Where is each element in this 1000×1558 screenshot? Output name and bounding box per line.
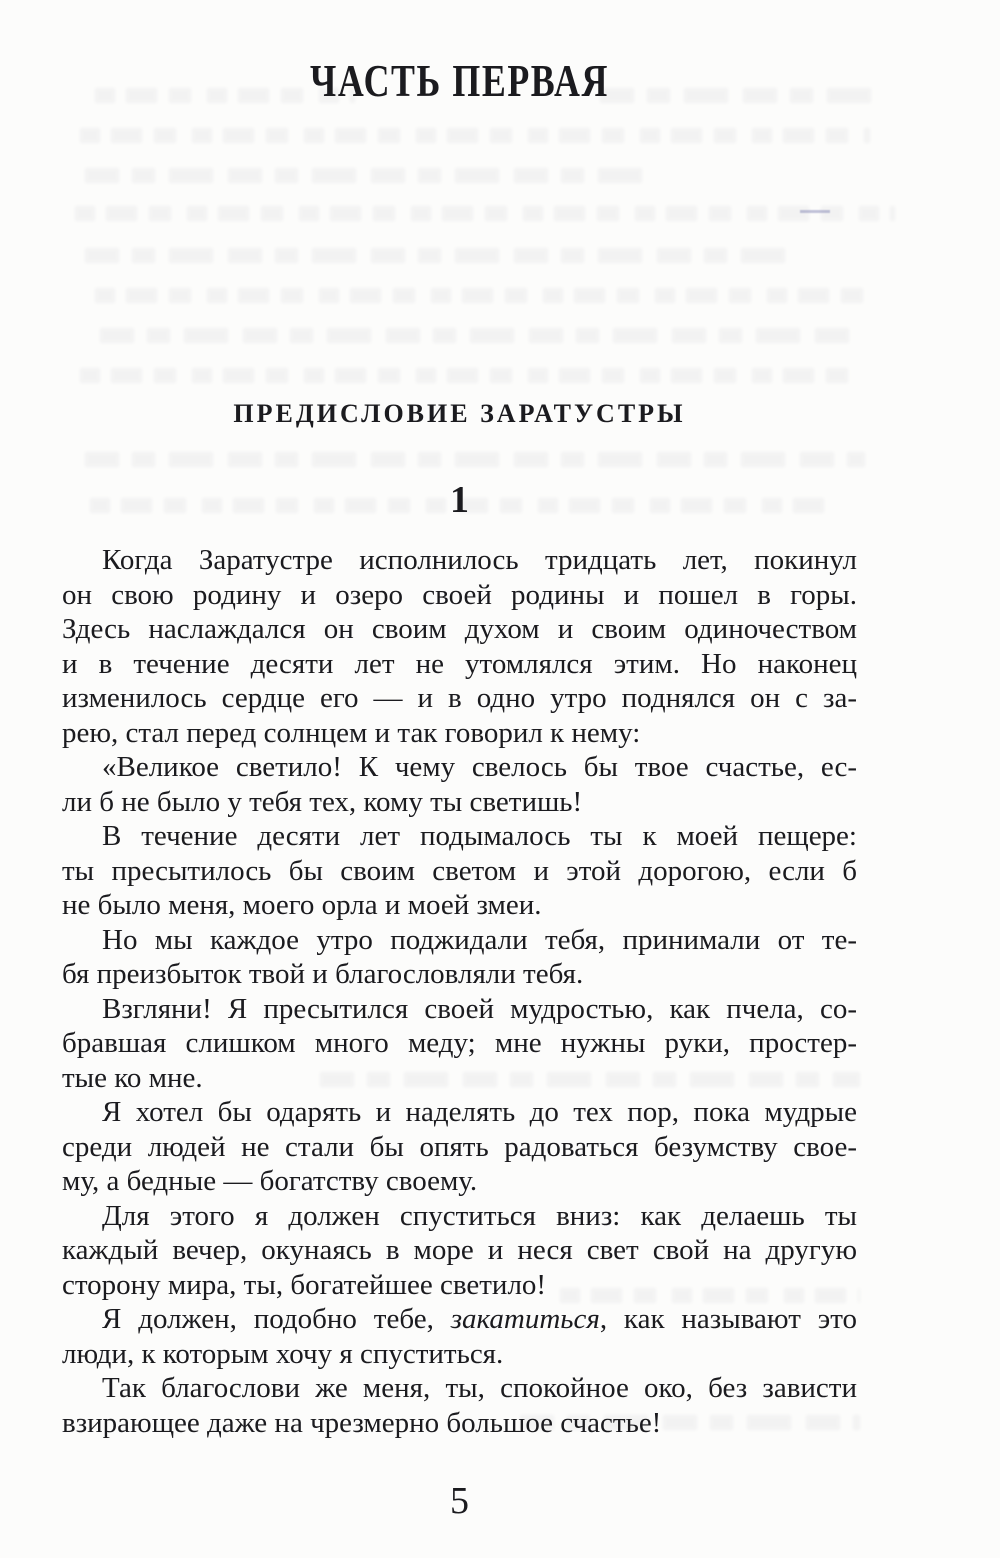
text-segment: Я должен, подобно тебе, (102, 1303, 451, 1335)
text-line: В течение десяти лет подымалось ты к моей пещере: (102, 820, 857, 852)
bleedthrough-artifact (80, 368, 860, 383)
text-line: Так благослови же меня, ты, спокойное око, без зависти (102, 1372, 857, 1404)
ink-speck (800, 210, 830, 213)
text-line: ли б не было у тебя тех, кому ты светишь! (62, 785, 583, 818)
text-line: тые ко мне. (62, 1061, 203, 1094)
text-line: Когда Заратустре исполнилось тридцать лет, покинул (102, 544, 857, 576)
bleedthrough-artifact (95, 288, 865, 303)
section-number: 1 (450, 479, 469, 521)
text-line: изменилось сердце его — и в одно утро поднялся он с за- (62, 682, 857, 714)
bleedthrough-artifact (85, 452, 865, 467)
bleedthrough-artifact (100, 328, 860, 343)
text-line: му, а бедные — богатству своему. (62, 1165, 478, 1197)
text-line: Я хотел бы одарять и наделять до тех пор, пока мудрые (102, 1096, 857, 1128)
section-heading: ПРЕДИСЛОВИЕ ЗАРАТУСТРЫ (233, 399, 686, 428)
paragraph (62, 1371, 857, 1440)
paragraph (62, 819, 857, 923)
bleedthrough-artifact (85, 168, 645, 183)
paragraph (62, 750, 857, 819)
paragraph (62, 1199, 857, 1303)
text-line: рею, стал перед солнцем и так говорил к нему: (62, 716, 641, 749)
text-segment: , как называют это (599, 1303, 857, 1335)
text-line: люди, к которым хочу я спуститься. (62, 1337, 504, 1370)
bleedthrough-artifact (85, 248, 785, 263)
text-line: бя преизбыток твой и благословляли тебя. (62, 958, 584, 990)
part-title: ЧАСТЬ ПЕРВАЯ (310, 55, 609, 106)
paragraph (62, 1302, 857, 1371)
text-line: Для этого я должен спуститься вниз: как делаешь ты (102, 1199, 857, 1232)
text-line: не было меня, моего орла и моей змеи. (62, 889, 542, 921)
text-line: и в течение десяти лет не утомлялся этим. Но наконец (62, 647, 857, 680)
text-line (62, 1302, 857, 1337)
paragraph (62, 543, 857, 750)
text-line: ты пресытилось бы своим светом и этой дорогою, если б (62, 854, 857, 887)
text-line: он свою родину и озеро своей родины и пошел в горы. (62, 578, 857, 611)
page-number: 5 (450, 1480, 469, 1522)
text-line: сторону мира, ты, богатейшее светило! (62, 1268, 547, 1301)
paragraph (62, 1095, 857, 1199)
text-line: бравшая слишком много меду; мне нужны руки, простер- (62, 1027, 857, 1059)
text-line: взирающее даже на чрезмерно большое счастье! (62, 1406, 662, 1439)
text-line: Здесь наслаждался он своим духом и своим одиночеством (62, 613, 857, 645)
bleedthrough-artifact (80, 128, 870, 143)
bleedthrough-artifact (75, 206, 895, 221)
paragraph (62, 923, 857, 992)
text-line: Но мы каждое утро поджидали тебя, принимали от те- (102, 923, 857, 956)
text-line: «Великое светило! К чему свелось бы твое счастье, ес- (102, 751, 857, 783)
body-text (62, 543, 857, 1440)
text-line: каждый вечер, окунаясь в море и неся свет свой на другую (62, 1234, 857, 1266)
italic-word: закатиться (450, 1303, 600, 1335)
text-line: среди людей не стали бы опять радоваться безумству свое- (62, 1130, 857, 1163)
text-line: Взгляни! Я пресытился своей мудростью, как пчела, со- (102, 992, 857, 1025)
paragraph (62, 992, 857, 1096)
